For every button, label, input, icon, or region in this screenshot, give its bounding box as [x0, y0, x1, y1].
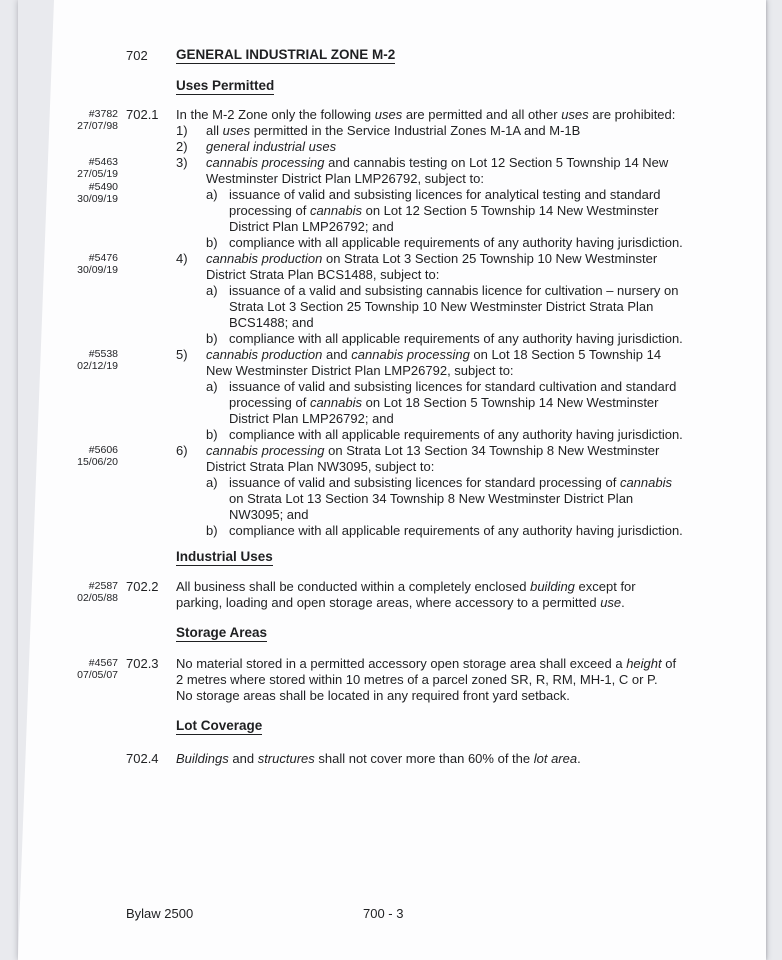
list-item-5-text: cannabis production and cannabis processing on Lot 18 Section 5 Township 14 New Westminster District Plan LMP26792, subject to: — [206, 347, 662, 378]
paragraph-702-2: All business shall be conducted within a completely enclosed building except for parking, loading and open storage areas, where accessory to a permitted use. — [176, 579, 636, 610]
document-page — [18, 0, 766, 960]
section-702-1 — [77, 107, 766, 539]
list-item-3 — [77, 155, 716, 251]
heading-industrial-uses — [176, 549, 766, 566]
list-item-3-body — [206, 155, 716, 251]
margin-note-702-1: #3782 27/07/98 — [77, 108, 118, 133]
list-item-1-number: 1) — [176, 123, 188, 138]
sub-item-4b-text: compliance with all applicable requirements of any authority having jurisdiction. — [229, 331, 683, 346]
section-702-3 — [77, 656, 766, 704]
sub-item-3a — [206, 187, 716, 235]
sub-item-6a — [206, 475, 716, 523]
heading-uses-permitted-label: Uses Permitted — [176, 78, 275, 93]
sub-item-5b-text: compliance with all applicable requirements of any authority having jurisdiction. — [229, 427, 683, 442]
margin-note-702-3: #4567 07/05/07 — [77, 657, 118, 682]
list-item-3-number: 3) — [176, 155, 188, 170]
heading-lot-coverage — [176, 718, 766, 735]
sub-item-4a-letter: a) — [206, 283, 218, 298]
list-item-6 — [77, 443, 716, 539]
sub-item-4a — [206, 283, 716, 331]
footer-page-number: 700 - 3 — [363, 906, 404, 921]
list-item-4-text: cannabis production on Strata Lot 3 Section 25 Township 10 New Westminster District Strata Plan BCS1488, subject to: — [206, 251, 658, 282]
page-title: GENERAL INDUSTRIAL ZONE M-2 — [176, 47, 396, 62]
sub-item-3a-letter: a) — [206, 187, 218, 202]
list-item-6-body — [206, 443, 716, 539]
sub-item-5b-letter: b) — [206, 427, 218, 442]
sub-item-3b-text: compliance with all applicable requirements of any authority having jurisdiction. — [229, 235, 683, 250]
section-number-702-4: 702.4 — [126, 751, 159, 766]
sub-item-4b — [206, 331, 716, 347]
heading-lot-coverage-label: Lot Coverage — [176, 718, 263, 733]
list-item-6-number: 6) — [176, 443, 188, 458]
heading-storage-areas-label: Storage Areas — [176, 625, 268, 640]
list-item-5-body — [206, 347, 716, 443]
sub-item-6a-letter: a) — [206, 475, 218, 490]
list-item-2 — [176, 139, 716, 155]
sub-item-6b — [206, 523, 716, 539]
section-number-702-1: 702.1 — [126, 107, 159, 122]
list-item-1 — [176, 123, 716, 139]
section-702-4 — [126, 751, 766, 767]
list-item-5 — [77, 347, 716, 443]
margin-note-item-4: #5476 30/09/19 — [77, 252, 118, 277]
paragraph-702-3: No material stored in a permitted accessory open storage area shall exceed a height of 2 metres where stored within 10 metres of a parcel zoned SR, R, RM, MH-1, C or P. No storage areas shall be located in any required front yard setback. — [176, 656, 677, 703]
sub-item-5a — [206, 379, 716, 427]
sub-item-5a-letter: a) — [206, 379, 218, 394]
sub-item-4a-text: issuance of a valid and subsisting cannabis licence for cultivation – nursery on Strata Lot 3 Section 25 Township 10 New Westminster District Strata Plan BCS1488; and — [229, 283, 679, 330]
section-number-702-3: 702.3 — [126, 656, 159, 671]
sub-item-3b — [206, 235, 716, 251]
list-item-1-text: all uses permitted in the Service Industrial Zones M-1A and M-1B — [206, 123, 581, 138]
section-702-2 — [77, 579, 766, 611]
footer-bylaw-label: Bylaw 2500 — [126, 906, 194, 921]
list-item-4-body — [206, 251, 716, 347]
paragraph-702-1-intro: In the M-2 Zone only the following uses are permitted and all other uses are prohibited: — [176, 107, 676, 122]
sub-item-4b-letter: b) — [206, 331, 218, 346]
margin-note-702-2: #2587 02/05/88 — [77, 580, 118, 605]
sub-item-6b-text: compliance with all applicable requirements of any authority having jurisdiction. — [229, 523, 683, 538]
margin-note-item-5: #5538 02/12/19 — [77, 348, 118, 373]
margin-note-item-6: #5606 15/06/20 — [77, 444, 118, 469]
sub-item-5a-text: issuance of valid and subsisting licences for standard cultivation and standard processing of cannabis on Lot 18 Section 5 Township 14 New Westminster District Plan LMP26792; and — [229, 379, 677, 426]
zone-number: 702 — [126, 48, 148, 63]
margin-note-item-3: #5463 27/05/19 #5490 30/09/19 — [77, 156, 118, 205]
section-number-702-2: 702.2 — [126, 579, 159, 594]
list-item-5-number: 5) — [176, 347, 188, 362]
list-item-6-text: cannabis processing on Strata Lot 13 Section 34 Township 8 New Westminster District Strata Plan NW3095, subject to: — [206, 443, 660, 474]
sub-item-6b-letter: b) — [206, 523, 218, 538]
sub-item-6a-text: issuance of valid and subsisting licences for standard processing of cannabis on Strata Lot 13 Section 34 Township 8 New Westminster District Plan NW3095; and — [229, 475, 672, 522]
title-row — [126, 48, 766, 64]
list-item-4 — [77, 251, 716, 347]
sub-item-3b-letter: b) — [206, 235, 218, 250]
heading-uses-permitted — [176, 78, 766, 95]
list-item-4-number: 4) — [176, 251, 188, 266]
heading-industrial-uses-label: Industrial Uses — [176, 549, 273, 564]
sub-item-5b — [206, 427, 716, 443]
list-item-2-text: general industrial uses — [206, 139, 337, 154]
heading-storage-areas — [176, 625, 766, 642]
paragraph-702-4: Buildings and structures shall not cover more than 60% of the lot area. — [176, 751, 581, 766]
document-content — [18, 0, 766, 767]
list-item-2-number: 2) — [176, 139, 188, 154]
sub-item-3a-text: issuance of valid and subsisting licences for analytical testing and standard processing of cannabis on Lot 12 Section 5 Township 14 New Westminster District Plan LMP26792; and — [229, 187, 661, 234]
list-item-3-text: cannabis processing and cannabis testing on Lot 12 Section 5 Township 14 New Westminster District Plan LMP26792, subject to: — [206, 155, 669, 186]
